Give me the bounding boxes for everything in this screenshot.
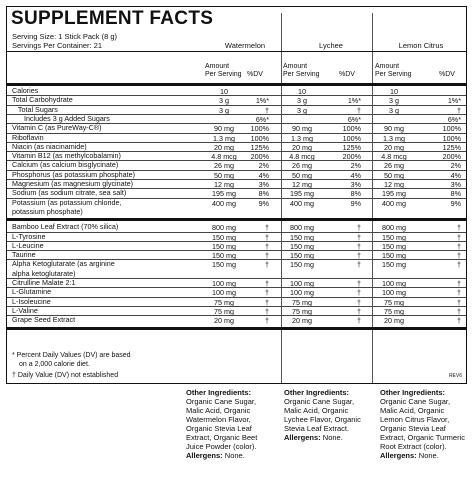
serving-size: Serving Size: 1 Stick Pack (8 g): [12, 32, 118, 41]
dv-value: 125%: [442, 142, 461, 152]
amount-value: 1.3 mg: [291, 133, 313, 143]
dv-value: †: [357, 232, 361, 242]
dv-value: †: [265, 105, 269, 115]
dv-value: 125%: [342, 142, 361, 152]
amount-value: 90 mg: [384, 124, 404, 134]
amount-value: 400 mg: [212, 198, 236, 208]
dv-value: †: [457, 251, 461, 261]
ingredients-text: Organic Cane Sugar, Malic Acid, Organic Watermelon Flavor, Organic Stevia Leaf Extract, Organic Beet Juice Powder (color).: [186, 397, 258, 451]
dv-value: 2%: [350, 161, 361, 171]
amount-value: 75 mg: [384, 297, 404, 307]
amount-value: 12 mg: [384, 180, 404, 189]
dv-value: †: [457, 288, 461, 298]
nutrient-label: Alpha Ketoglutarate (as arginine alpha ketoglutarate): [12, 259, 115, 278]
allergens-value: None.: [418, 451, 439, 460]
amount-value: 195 mg: [290, 189, 314, 199]
dv-value: †: [357, 251, 361, 261]
amount-value: 800 mg: [212, 223, 236, 233]
nutrient-label: Calcium (as calcium bisglycinate): [12, 160, 119, 170]
amount-value: 150 mg: [382, 260, 406, 270]
amount-value: 10: [390, 87, 398, 96]
dv-value: †: [357, 306, 361, 316]
dv-value: †: [265, 241, 269, 251]
amount-value: 20 mg: [384, 316, 404, 326]
nutrient-label: L-Valine: [12, 305, 38, 315]
dv-value: †: [357, 316, 361, 326]
dv-value: 2%: [450, 161, 461, 171]
amount-value: 75 mg: [292, 297, 312, 307]
dv-value: †: [265, 260, 269, 270]
allergens-value: None.: [224, 451, 245, 460]
amount-value: 195 mg: [212, 189, 236, 199]
dv-value: 200%: [250, 152, 269, 162]
table-row: [7, 142, 466, 151]
flavor-watermelon: Watermelon: [224, 41, 266, 50]
supplement-facts-panel: [6, 6, 467, 384]
dv-value: 1%*: [447, 96, 461, 106]
revision-code: REV6: [448, 373, 462, 379]
amount-value: 150 mg: [382, 241, 406, 251]
amount-value: 150 mg: [382, 232, 406, 242]
dv-value: †: [265, 279, 269, 288]
amount-value: 4.8 mcg: [211, 152, 237, 162]
panel-title: SUPPLEMENT FACTS: [11, 8, 214, 29]
amount-value: 150 mg: [212, 241, 236, 251]
nutrient-label: Includes 3 g Added Sugars: [12, 113, 110, 123]
amount-value: 3 g: [389, 105, 399, 115]
amount-value: 26 mg: [384, 161, 404, 171]
amount-value: 10: [220, 87, 228, 96]
amount-value: 20 mg: [214, 316, 234, 326]
nutrient-label: Vitamin B12 (as methylcobalamin): [12, 151, 121, 161]
dv-value: 125%: [250, 142, 269, 152]
amount-value: 100 mg: [382, 279, 406, 288]
table-row: [7, 297, 466, 306]
allergens-label: Allergens:: [284, 433, 321, 442]
table-row: [7, 241, 466, 250]
dv-value: †: [357, 105, 361, 115]
nutrient-label: Taurine: [12, 250, 36, 260]
amount-value: 3 g: [297, 105, 307, 115]
table-row: [7, 86, 466, 95]
footnote-dv: * Percent Daily Values (DV) are based: [12, 352, 131, 359]
table-row: [7, 105, 466, 114]
footnote-calorie: on a 2,000 calorie diet.: [19, 361, 90, 368]
amount-value: 75 mg: [214, 306, 234, 316]
table-row: [7, 259, 466, 278]
amount-value: 20 mg: [384, 142, 404, 152]
ingredients-heading: Other Ingredients:: [186, 388, 252, 397]
dv-value: †: [457, 279, 461, 288]
dv-value: 8%: [350, 189, 361, 199]
amount-value: 75 mg: [292, 306, 312, 316]
amount-value: 800 mg: [382, 223, 406, 233]
ingredients-heading: Other Ingredients:: [380, 388, 446, 397]
amount-value: 100 mg: [290, 288, 314, 298]
dv-value: †: [357, 260, 361, 270]
dv-value: †: [265, 223, 269, 233]
section-rule-thick: [7, 327, 466, 330]
amount-value: 100 mg: [212, 288, 236, 298]
dv-value: †: [457, 306, 461, 316]
table-row: [7, 123, 466, 132]
nutrient-label: Phosphorus (as potassium phosphate): [12, 169, 136, 179]
nutrient-label: L-Tyrosine: [12, 231, 46, 241]
nutrient-label: Total Sugars: [12, 104, 58, 114]
dv-value: †: [265, 288, 269, 298]
amount-value: 3 g: [219, 96, 229, 106]
nutrient-label: L-Leucine: [12, 240, 44, 250]
amount-value: 90 mg: [292, 124, 312, 134]
section-rule-thick: [7, 218, 466, 221]
dv-value: 2%: [258, 161, 269, 171]
dv-value: 100%: [342, 124, 361, 134]
table-row: [7, 151, 466, 160]
dv-value: †: [265, 251, 269, 261]
amount-value: 100 mg: [212, 279, 236, 288]
amount-value: 100 mg: [290, 279, 314, 288]
dv-value: 9%: [258, 198, 269, 208]
table-row: [7, 114, 466, 123]
amount-value: 12 mg: [292, 180, 312, 189]
table-row: [7, 306, 466, 315]
nutrient-label: Potassium (as potassium chloride, potassium phosphate): [12, 197, 122, 216]
dv-value: 100%: [442, 124, 461, 134]
dv-value: †: [457, 316, 461, 326]
dv-value: †: [457, 241, 461, 251]
allergens-label: Allergens:: [380, 451, 417, 460]
amount-value: 90 mg: [214, 124, 234, 134]
dv-value: 100%: [250, 133, 269, 143]
amount-value: 10: [298, 87, 306, 96]
amount-value: 400 mg: [290, 198, 314, 208]
dv-value: 100%: [342, 133, 361, 143]
dv-value: 4%: [350, 170, 361, 180]
dv-value: 200%: [342, 152, 361, 162]
flavor-lemon-citrus: Lemon Citrus: [398, 41, 444, 50]
amount-value: 150 mg: [382, 251, 406, 261]
nutrient-label: Calories: [12, 86, 39, 95]
dv-value: †: [357, 241, 361, 251]
amount-value: 20 mg: [292, 142, 312, 152]
amount-value: 195 mg: [382, 189, 406, 199]
amount-per-serving-header: Amount Per Serving: [283, 63, 320, 78]
allergens-label: Allergens:: [186, 451, 223, 460]
flavor-lychee: Lychee: [319, 41, 343, 50]
amount-value: 20 mg: [292, 316, 312, 326]
amount-value: 150 mg: [290, 241, 314, 251]
dv-value: 9%: [350, 198, 361, 208]
nutrient-label: Vitamin C (as PureWay-C®): [12, 123, 102, 133]
nutrient-label: Magnesium (as magnesium glycinate): [12, 179, 134, 188]
dv-value: †: [457, 260, 461, 270]
ingredients-heading: Other Ingredients:: [284, 388, 350, 397]
table-row: [7, 315, 466, 324]
dv-value: 4%: [450, 170, 461, 180]
amount-value: 3 g: [219, 105, 229, 115]
header-rule: [7, 51, 466, 52]
dv-value: 3%: [350, 180, 361, 189]
nutrient-label: Citrulline Malate 2:1: [12, 278, 76, 287]
dv-value: 200%: [442, 152, 461, 162]
ingredients-text: Organic Cane Sugar, Malic Acid, Organic Lemon Citrus Flavor, Organic Stevia Leaf Extract, Organic Turmeric Root Extract (color).: [380, 397, 466, 451]
dv-value: †: [265, 316, 269, 326]
servings-per-container: Servings Per Container: 21: [12, 41, 103, 50]
table-row: [7, 133, 466, 142]
amount-value: 150 mg: [290, 251, 314, 261]
nutrient-label: Riboflavin: [12, 132, 44, 142]
amount-value: 50 mg: [384, 170, 404, 180]
table-row: [7, 95, 466, 104]
allergens-value: None.: [322, 433, 343, 442]
dv-value: †: [265, 232, 269, 242]
nutrient-label: Total Carbohydrate: [12, 95, 73, 105]
amount-value: 12 mg: [214, 180, 234, 189]
footnote-not-established: † Daily Value (DV) not established: [12, 372, 119, 379]
ingredients-lychee: [284, 388, 372, 442]
nutrient-label: L-Glutamine: [12, 287, 52, 297]
dv-value: 100%: [442, 133, 461, 143]
dv-value: †: [457, 297, 461, 307]
ingredients-lemon-citrus: [380, 388, 468, 460]
amount-value: 150 mg: [290, 260, 314, 270]
table-row: [7, 222, 466, 231]
table-row: [7, 198, 466, 217]
amount-value: 150 mg: [212, 251, 236, 261]
ingredients-text: Organic Cane Sugar, Malic Acid, Organic Lychee Flavor, Organic Stevia Leaf Extract.: [284, 397, 361, 433]
table-row: [7, 250, 466, 259]
amount-value: 3 g: [297, 96, 307, 106]
amount-value: 150 mg: [290, 232, 314, 242]
dv-value: †: [357, 297, 361, 307]
table-row: [7, 278, 466, 287]
dv-value: †: [457, 232, 461, 242]
dv-header: %DV: [439, 71, 455, 78]
amount-value: 4.8 mcg: [289, 152, 315, 162]
dv-value: 8%: [258, 189, 269, 199]
dv-value: 4%: [258, 170, 269, 180]
amount-value: 20 mg: [214, 142, 234, 152]
amount-value: 400 mg: [382, 198, 406, 208]
table-row: [7, 287, 466, 296]
dv-value: 6%*: [447, 114, 461, 124]
dv-value: †: [265, 306, 269, 316]
amount-value: 26 mg: [292, 161, 312, 171]
amount-per-serving-header: Amount Per Serving: [375, 63, 412, 78]
amount-value: 150 mg: [212, 260, 236, 270]
table-row: [7, 160, 466, 169]
amount-value: 26 mg: [214, 161, 234, 171]
amount-value: 800 mg: [290, 223, 314, 233]
dv-header: %DV: [247, 71, 263, 78]
amount-per-serving-header: Amount Per Serving: [205, 63, 242, 78]
dv-value: 6%*: [255, 114, 269, 124]
dv-value: 1%*: [255, 96, 269, 106]
amount-value: 150 mg: [212, 232, 236, 242]
dv-value: †: [457, 223, 461, 233]
nutrient-label: L-Isoleucine: [12, 296, 51, 306]
dv-value: †: [457, 105, 461, 115]
nutrient-label: Sodium (as sodium citrate, sea salt): [12, 188, 127, 198]
amount-value: 50 mg: [214, 170, 234, 180]
amount-value: 4.8 mcg: [381, 152, 407, 162]
table-row: [7, 170, 466, 179]
table-row: [7, 188, 466, 197]
amount-value: 3 g: [389, 96, 399, 106]
dv-value: 6%*: [347, 114, 361, 124]
dv-value: †: [357, 288, 361, 298]
table-row: [7, 179, 466, 188]
amount-value: 1.3 mg: [213, 133, 235, 143]
ingredients-watermelon: [186, 388, 274, 460]
dv-value: 9%: [450, 198, 461, 208]
dv-value: 3%: [450, 180, 461, 189]
nutrient-label: Bamboo Leaf Extract (70% silica): [12, 222, 119, 232]
amount-value: 75 mg: [214, 297, 234, 307]
amount-value: 1.3 mg: [383, 133, 405, 143]
dv-value: 3%: [258, 180, 269, 189]
dv-value: †: [265, 297, 269, 307]
amount-value: 100 mg: [382, 288, 406, 298]
nutrient-label: Grape Seed Extract: [12, 315, 76, 325]
table-row: [7, 232, 466, 241]
dv-value: †: [357, 223, 361, 233]
amount-value: 50 mg: [292, 170, 312, 180]
amount-value: 75 mg: [384, 306, 404, 316]
dv-value: 8%: [450, 189, 461, 199]
dv-value: 100%: [250, 124, 269, 134]
nutrient-label: Niacin (as niacinamide): [12, 141, 87, 151]
dv-header: %DV: [339, 71, 355, 78]
dv-value: †: [357, 279, 361, 288]
dv-value: 1%*: [347, 96, 361, 106]
